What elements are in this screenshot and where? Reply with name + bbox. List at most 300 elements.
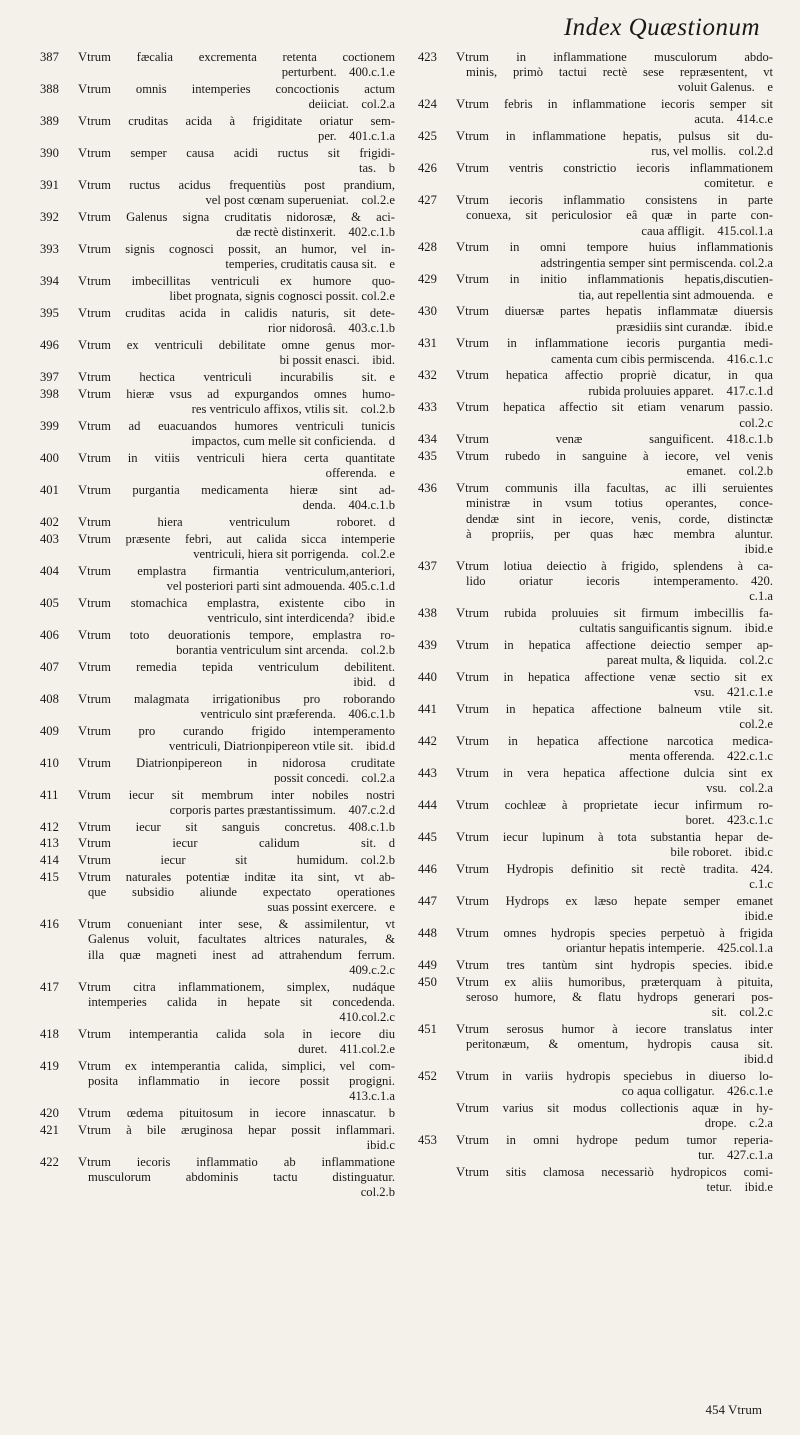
entry-number: 426: [418, 161, 437, 176]
entry-line: ventriculi, Diatrionpipereon vtile sit. ibid.d: [169, 738, 395, 753]
entry-line: intemperies calida in hepate sit concedenda.: [88, 994, 395, 1009]
entry-line: denda. 404.c.1.b: [302, 498, 395, 512]
entry-text: [78, 1059, 395, 1105]
right-column: [418, 50, 773, 1197]
entry-number: 390: [40, 146, 59, 160]
entry-line: pareat multa, & liquida. col.2.c: [606, 653, 773, 668]
entry-number: 414: [40, 853, 59, 868]
entry-line: tas. b: [358, 161, 395, 176]
entry-line: posita inflammatio in iecore possit progigni.: [88, 1074, 395, 1088]
entry-line: ibid. d: [353, 674, 395, 689]
entry-text: [456, 734, 773, 764]
entry-number: 447: [418, 894, 437, 909]
entry-line: Vtrum ex aliis humoribus, præterquam à pituita,: [456, 974, 773, 989]
entry-line: c.1.c: [749, 877, 773, 892]
entry-line: possit concedi. col.2.a: [273, 770, 395, 785]
entry-line: Vtrum signis cognosci possit, an humor, vel in-: [78, 242, 395, 256]
entry-text: [78, 660, 395, 690]
entry-number: 406: [40, 627, 59, 642]
index-entry: [40, 210, 395, 240]
entry-text: [456, 481, 773, 557]
entry-text: [78, 50, 395, 80]
entry-text: [78, 1123, 395, 1153]
entry-line: ibid.e: [744, 909, 773, 924]
index-entry: [418, 638, 773, 668]
entry-line: Vtrum tres tantùm sint hydropis species. ibid.e: [456, 958, 773, 973]
entry-number: 393: [40, 242, 59, 256]
entry-line: Vtrum Galenus signa cruditatis nidorosæ, & aci-: [78, 210, 395, 224]
entry-line: Vtrum iecur calidum sit. d: [78, 836, 395, 851]
entry-line: Vtrum in vitiis ventriculi hiera certa quantitate: [78, 450, 395, 465]
entry-line: Vtrum in hepatica affectione venæ sectio sit ex: [456, 670, 773, 685]
entry-text: [456, 272, 773, 302]
entry-line: Vtrum in initio inflammationis hepatis,discutien-: [456, 272, 773, 287]
entry-line: Vtrum Hydropis definitio sit rectè tradita. 424.: [456, 862, 773, 877]
entry-line: Vtrum iecur lupinum à tota substantia hepar de-: [456, 830, 773, 845]
entry-text: [456, 129, 773, 159]
entry-line: Vtrum communis illa facultas, ac illi seruientes: [456, 481, 773, 496]
entry-line: ibid.e: [744, 542, 773, 557]
entry-line: 413.c.1.a: [349, 1089, 395, 1104]
index-entry: [40, 1155, 395, 1201]
entry-line: Vtrum hectica ventriculi incurabilis sit. e: [78, 370, 395, 384]
entry-line: col.2.c: [739, 415, 773, 430]
entry-text: [78, 596, 395, 626]
index-entry: [40, 836, 395, 851]
entry-line: oriantur hepatis intemperie. 425.col.1.a: [565, 941, 773, 956]
entry-line: Vtrum in inflammatione hepatis, pulsus sit du-: [456, 129, 773, 144]
entry-text: [456, 432, 773, 447]
entry-number: 422: [40, 1154, 59, 1169]
entry-text: [78, 1106, 395, 1121]
entry-line: boret. 423.c.1.c: [685, 813, 773, 828]
entry-line: Vtrum cruditas acida in calidis naturis, sit dete-: [78, 306, 395, 320]
entry-text: [456, 606, 773, 636]
index-entry: [418, 1165, 773, 1195]
entry-number: 419: [40, 1058, 59, 1073]
entry-number: 417: [40, 979, 59, 994]
entry-line: Vtrum ructus acidus frequentiùs post prandium,: [78, 178, 395, 192]
index-entry: [418, 702, 773, 732]
entry-text: [78, 820, 395, 835]
entry-text: [78, 146, 395, 176]
index-entry: [418, 1069, 773, 1099]
entry-text: [456, 336, 773, 366]
index-entry: [40, 660, 395, 690]
entry-number: 391: [40, 178, 59, 192]
entry-number: 387: [40, 50, 59, 64]
entry-text: [456, 50, 773, 96]
index-entry: [418, 734, 773, 764]
index-entry: [40, 917, 395, 978]
entry-line: Vtrum hiera ventriculum roboret. d: [78, 514, 395, 529]
entry-number: 428: [418, 240, 437, 255]
index-entry: [418, 400, 773, 430]
index-entry: [40, 980, 395, 1026]
entry-line: Vtrum in hepatica affectione balneum vtile sit.: [456, 702, 773, 717]
entry-line: perturbent. 400.c.1.e: [281, 65, 395, 80]
entry-number: 405: [40, 595, 59, 610]
entry-number: 443: [418, 766, 437, 781]
entry-number: 496: [40, 338, 59, 352]
index-entry: [418, 193, 773, 239]
entry-text: [456, 862, 773, 892]
entry-line: Vtrum in vera hepatica affectione dulcia sint ex: [456, 766, 773, 781]
index-entry: [40, 306, 395, 336]
entry-line: co aqua colligatur. 426.c.1.e: [621, 1084, 773, 1099]
entry-line: menta offerenda. 422.c.1.c: [629, 749, 773, 764]
index-entry: [418, 304, 773, 334]
entry-number: 437: [418, 558, 437, 573]
entry-line: Vtrum in hepatica affectione deiectio semper ap-: [456, 638, 773, 653]
entry-line: Vtrum ventris constrictio iecoris inflammationem: [456, 161, 773, 176]
entry-line: Vtrum naturales potentiæ inditæ ita sint, vt ab-: [78, 869, 395, 884]
entry-line: Vtrum semper causa acidi ructus sit frigidi-: [78, 146, 395, 160]
entry-text: [456, 559, 773, 605]
entry-number: 395: [40, 306, 59, 320]
entry-line: Vtrum cruditas acida à frigiditate oriatur sem-: [78, 114, 395, 128]
entry-line: Vtrum citra inflammationem, simplex, nudáque: [78, 979, 395, 994]
entry-line: ibid.c: [366, 1138, 395, 1152]
index-entry: [40, 419, 395, 449]
index-entry: [418, 766, 773, 796]
entry-text: [78, 274, 395, 304]
index-entry: [418, 161, 773, 191]
entry-line: bi possit enasci. ibid.: [279, 353, 395, 368]
entry-line: suas possint exercere. e: [267, 900, 395, 915]
entry-number: 431: [418, 336, 437, 351]
entry-number: 410: [40, 755, 59, 770]
entry-line: tia, aut repellentia sint admouenda. e: [578, 287, 773, 302]
entry-number: 434: [418, 432, 437, 447]
entry-line: drope. c.2.a: [704, 1116, 773, 1131]
entry-text: [456, 240, 773, 270]
entry-text: [78, 870, 395, 916]
entry-line: Vtrum omnes hydropis species perpetuò à frigida: [456, 926, 773, 941]
entry-line: Vtrum iecur sit sanguis concretus. 408.c.1.b: [78, 819, 395, 834]
entry-line: minis, primò tactui rectè sese repræsentent, vt: [466, 65, 773, 80]
index-entry: [40, 1059, 395, 1105]
entry-number: 439: [418, 638, 437, 653]
entry-text: [78, 1155, 395, 1201]
entry-line: Vtrum cochleæ à proprietate iecur infirmum ro-: [456, 798, 773, 813]
entry-number: 407: [40, 659, 59, 674]
entry-number: 403: [40, 531, 59, 546]
index-entry: [418, 97, 773, 127]
entry-number: 394: [40, 274, 59, 288]
entry-text: [78, 836, 395, 851]
entry-line: offerenda. e: [325, 466, 395, 480]
entry-text: [456, 926, 773, 956]
entry-line: à propriis, per quas hæc membra aluntur.: [466, 526, 773, 541]
index-entry: [418, 432, 773, 447]
entry-line: ventriculo, sint interdicenda? ibid.e: [207, 610, 395, 625]
index-entry: [40, 82, 395, 112]
entry-text: [456, 193, 773, 239]
entry-line: adstringentia semper sint permiscenda. col.2.a: [540, 255, 773, 270]
entry-text: [78, 564, 395, 594]
entry-line: temperies, cruditatis causa sit. e: [225, 257, 395, 272]
entry-text: [78, 387, 395, 417]
entry-line: Vtrum varius sit modus collectionis aquæ in hy-: [456, 1101, 773, 1116]
entry-text: [78, 532, 395, 562]
entry-line: Vtrum Hydrops ex læso hepate semper emanet: [456, 894, 773, 909]
entry-line: vel posteriori parti sint admouenda. 405.c.1.d: [166, 578, 395, 593]
entry-text: [78, 82, 395, 112]
index-entry: [40, 515, 395, 530]
entry-text: [78, 853, 395, 868]
index-entry: [418, 481, 773, 557]
entry-text: [456, 975, 773, 1021]
entry-text: [456, 1133, 773, 1163]
entry-line: vel post cœnam superueniat. col.2.e: [205, 193, 395, 208]
entry-text: [78, 306, 395, 336]
entry-line: præsidiis sint curandæ. ibid.e: [616, 319, 773, 334]
entry-line: Vtrum conueniant inter sese, & assimilentur, vt: [78, 917, 395, 932]
entry-line: conuexa, sit periculosior eâ quæ in parte con-: [466, 208, 773, 223]
index-entry: [40, 820, 395, 835]
entry-line: Vtrum ad euacuandos humores ventriculi tunicis: [78, 418, 395, 433]
entry-text: [78, 210, 395, 240]
entry-text: [78, 338, 395, 368]
index-entry: [40, 628, 395, 658]
entry-number: 388: [40, 82, 59, 96]
entry-text: [456, 798, 773, 828]
entry-number: 441: [418, 702, 437, 717]
entry-text: [456, 958, 773, 973]
entry-number: 423: [418, 50, 437, 64]
entry-text: [78, 419, 395, 449]
entry-line: borantia ventriculum sint arcenda. col.2.b: [176, 642, 395, 657]
entry-number: 389: [40, 114, 59, 128]
entry-line: Vtrum ex ventriculi debilitate omne genus mor-: [78, 338, 395, 352]
index-entry: [418, 958, 773, 973]
index-entry: [40, 788, 395, 818]
index-entry: [40, 50, 395, 80]
entry-text: [456, 1022, 773, 1068]
entry-text: [456, 400, 773, 430]
entry-line: dendæ sint in iecore, venis, corde, distinctæ: [466, 511, 773, 526]
entry-line: Vtrum lotiua deiectio à frigido, splendens à ca-: [456, 558, 773, 573]
entry-line: Vtrum malagmata irrigationibus pro roborando: [78, 691, 395, 706]
entry-number: 404: [40, 563, 59, 578]
entry-text: [456, 449, 773, 479]
entry-line: Vtrum à bile æruginosa hepar possit inflammari.: [78, 1122, 395, 1137]
entry-text: [456, 368, 773, 398]
entry-line: Vtrum œdema pituitosum in iecore innascatur. b: [78, 1106, 395, 1120]
entry-text: [456, 894, 773, 924]
index-entry: [418, 1133, 773, 1163]
entry-line: illa quæ magneti inest ad attrahendum ferrum.: [88, 947, 395, 962]
index-entry: [40, 870, 395, 916]
entry-text: [456, 1165, 773, 1195]
index-entry: [40, 370, 395, 385]
entry-text: [78, 114, 395, 144]
entry-text: [78, 628, 395, 658]
index-entry: [418, 559, 773, 605]
entry-line: Vtrum in inflammatione iecoris purgantia medi-: [456, 336, 773, 351]
entry-text: [456, 304, 773, 334]
entry-line: Vtrum diuersæ partes hepatis inflammatæ diuersis: [456, 304, 773, 319]
entry-text: [456, 702, 773, 732]
entry-text: [78, 515, 395, 530]
entry-line: col.2.b: [360, 1185, 395, 1200]
entry-number: 392: [40, 210, 59, 224]
entry-number: 440: [418, 670, 437, 685]
index-entry: [418, 336, 773, 366]
index-entry: [418, 830, 773, 860]
index-entry: [418, 129, 773, 159]
entry-line: Vtrum intemperantia calida sola in iecore diu: [78, 1026, 395, 1041]
entry-number: 445: [418, 830, 437, 845]
entry-line: Vtrum Diatrionpipereon in nidorosa cruditate: [78, 755, 395, 770]
entry-line: Vtrum remedia tepida ventriculum debilitent.: [78, 659, 395, 674]
entry-text: [78, 451, 395, 481]
entry-number: 450: [418, 974, 437, 989]
entry-line: Vtrum rubedo in sanguine à iecore, vel venis: [456, 449, 773, 464]
entry-line: caua affligit. 415.col.1.a: [641, 223, 773, 238]
entry-line: res ventriculo affixos, vtilis sit. col.2.b: [191, 402, 395, 416]
entry-line: camenta cum cibis permiscenda. 416.c.1.c: [550, 351, 773, 366]
entry-number: 401: [40, 482, 59, 497]
entry-number: 430: [418, 304, 437, 319]
entry-line: ventriculo sint præferenda. 406.c.1.b: [200, 706, 395, 721]
entry-line: Vtrum hepatica affectio sit etiam venarum passio.: [456, 400, 773, 415]
entry-line: rus, vel mollis. col.2.d: [651, 144, 773, 159]
entry-line: ibid.d: [743, 1052, 773, 1067]
entry-number: 402: [40, 514, 59, 529]
entry-line: deiiciat. col.2.a: [308, 97, 395, 112]
entry-line: vsu. col.2.a: [706, 781, 773, 796]
entry-line: bile roboret. ibid.c: [670, 845, 773, 860]
entry-number: 399: [40, 418, 59, 433]
entry-line: Vtrum toto deuorationis tempore, emplastra ro-: [78, 627, 395, 642]
entry-line: 409.c.2.c: [349, 962, 395, 977]
entry-number: 449: [418, 958, 437, 973]
entry-number: 411: [40, 787, 59, 802]
index-entry: [40, 338, 395, 368]
entry-text: [456, 97, 773, 127]
entry-line: rior nidorosâ. 403.c.1.b: [268, 321, 395, 336]
index-entry: [40, 853, 395, 868]
entry-line: Vtrum emplastra firmantia ventriculum,anteriori,: [78, 563, 395, 578]
entry-line: rubida proluuies apparet. 417.c.1.d: [588, 383, 773, 398]
index-entry: [40, 387, 395, 417]
index-entry: [40, 146, 395, 176]
entry-line: c.1.a: [749, 589, 773, 604]
entry-text: [78, 917, 395, 978]
entry-line: Vtrum fæcalia excrementa retenta coctionem: [78, 50, 395, 64]
entry-text: [456, 830, 773, 860]
catchword: 454 Vtrum: [705, 1402, 762, 1417]
entry-line: lido oriatur iecoris intemperamento. 420.: [466, 574, 773, 589]
entry-line: sit. col.2.c: [711, 1005, 773, 1020]
entry-number: 415: [40, 869, 59, 884]
entry-line: Vtrum rubida proluuies sit firmum imbecillis fa-: [456, 606, 773, 621]
entry-number: 418: [40, 1026, 59, 1041]
entry-line: Vtrum præsente febri, aut calida sicca intemperie: [78, 531, 395, 546]
entry-text: [78, 724, 395, 754]
entry-line: col.2.e: [739, 717, 773, 732]
entry-number: 433: [418, 400, 437, 415]
index-entry: [418, 606, 773, 636]
index-entry: [418, 862, 773, 892]
entry-text: [78, 370, 395, 385]
entry-line: comitetur. e: [704, 176, 773, 191]
index-entry: [418, 240, 773, 270]
entry-number: 409: [40, 723, 59, 738]
entry-number: 424: [418, 97, 437, 112]
entry-text: [78, 756, 395, 786]
entry-line: Vtrum venæ sanguificent. 418.c.1.b: [456, 432, 773, 447]
entry-line: Galenus voluit, facultates altrices naturales, &: [88, 932, 395, 947]
index-entry: [418, 1022, 773, 1068]
entry-number: 444: [418, 798, 437, 813]
index-entry: [40, 596, 395, 626]
entry-line: ventriculi, hiera sit porrigenda. col.2.e: [193, 546, 395, 561]
entry-line: Vtrum hieræ vsus ad expurgandos omnes humo-: [78, 386, 395, 401]
entry-text: [78, 692, 395, 722]
entry-line: cultatis sanguificantis signum. ibid.e: [579, 621, 773, 636]
entry-line: libet prognata, signis cognosci possit. col.2.e: [169, 289, 395, 304]
entry-number: 453: [418, 1133, 437, 1148]
entry-line: voluit Galenus. e: [677, 80, 773, 95]
index-entry: [40, 1106, 395, 1121]
entry-number: 438: [418, 606, 437, 621]
entry-line: Vtrum in omni tempore huius inflammationis: [456, 240, 773, 255]
entry-number: 436: [418, 481, 437, 496]
page-title: Index Quæstionum: [563, 14, 760, 41]
entry-text: [78, 483, 395, 513]
entry-line: ministræ in vsum totius operantes, conce-: [466, 496, 773, 511]
entry-line: peritonæum, & omentum, hydropis causa sit.: [466, 1037, 773, 1052]
index-entry: [40, 483, 395, 513]
entry-line: tetur. ibid.e: [706, 1180, 773, 1195]
entry-number: 413: [40, 836, 59, 851]
entry-number: 398: [40, 386, 59, 401]
entry-line: Vtrum in omni hydrope pedum tumor reperia-: [456, 1133, 773, 1148]
entry-line: Vtrum pro curando frigido intemperamento: [78, 723, 395, 738]
entry-text: [78, 178, 395, 208]
entry-line: Vtrum stomachica emplastra, existente cibo in: [78, 595, 395, 610]
entry-line: vsu. 421.c.1.e: [693, 685, 773, 700]
index-entry: [40, 724, 395, 754]
entry-text: [78, 1027, 395, 1057]
entry-line: Vtrum serosus humor à iecore translatus inter: [456, 1022, 773, 1037]
entry-line: Vtrum febris in inflammatione iecoris semper sit: [456, 97, 773, 112]
entry-line: Vtrum iecoris inflammatio consistens in parte: [456, 193, 773, 208]
index-entry: [418, 926, 773, 956]
entry-number: 421: [40, 1122, 59, 1137]
entry-number: 427: [418, 193, 437, 208]
index-entry: [40, 532, 395, 562]
entry-line: Vtrum hepatica affectio propriè dicatur, in qua: [456, 368, 773, 383]
entry-line: que subsidio aliunde expectato operationes: [88, 885, 395, 900]
entry-number: 420: [40, 1106, 59, 1120]
entry-text: [456, 1069, 773, 1099]
entry-line: acuta. 414.c.e: [694, 112, 773, 127]
entry-line: Vtrum in variis hydropis speciebus in diuerso lo-: [456, 1069, 773, 1084]
entry-text: [78, 980, 395, 1026]
entry-number: 446: [418, 862, 437, 877]
entry-text: [456, 1101, 773, 1131]
index-entry: [40, 114, 395, 144]
entry-line: dæ rectè distinxerit. 402.c.1.b: [236, 225, 395, 240]
index-entry: [40, 451, 395, 481]
entry-number: 432: [418, 368, 437, 383]
entry-line: Vtrum sitis clamosa necessariò hydropicos comi-: [456, 1165, 773, 1180]
entry-text: [78, 242, 395, 272]
